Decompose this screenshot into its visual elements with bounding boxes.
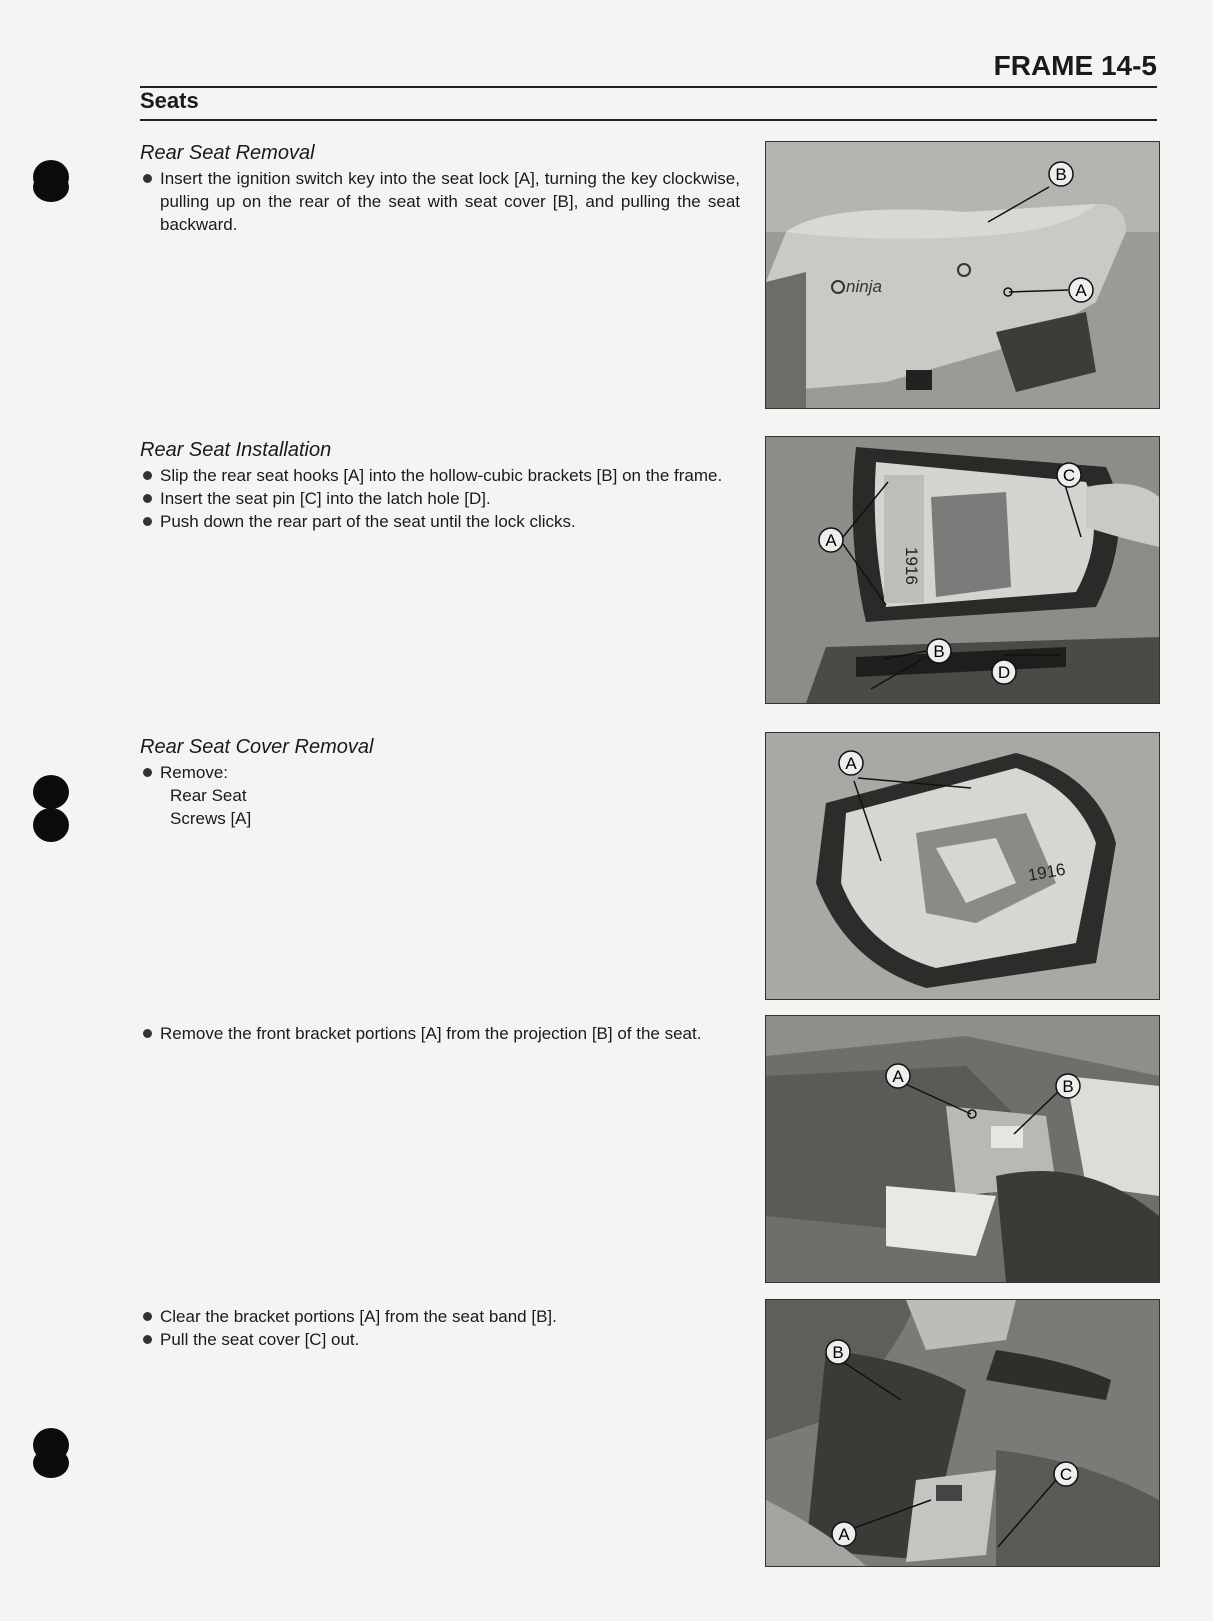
svg-text:D: D <box>997 663 1011 682</box>
frame-stamp: 1916 <box>902 547 921 585</box>
svg-text:A: A <box>1075 281 1087 300</box>
bullet-item: Push down the rear part of the seat until the lock clicks. <box>140 510 740 533</box>
callout-a <box>886 1064 910 1088</box>
ninja-logo: ninja <box>846 277 882 296</box>
figure-rear-seat-installation <box>765 436 1160 704</box>
bullet-list <box>140 464 740 533</box>
sub-item: Rear Seat <box>170 786 247 805</box>
subhead: Rear Seat Removal <box>140 142 315 164</box>
frame-stamp: 1916 <box>1026 859 1067 885</box>
subhead: Rear Seat Cover Removal <box>140 736 374 758</box>
page-title: FRAME 14-5 <box>993 50 1157 81</box>
bullet-item: Insert the seat pin [C] into the latch hole [D]. <box>140 487 740 510</box>
callout-a <box>839 751 863 775</box>
binder-hole <box>33 808 69 842</box>
bullet-item: Remove the front bracket portions [A] from the projection [B] of the seat. <box>140 1022 740 1045</box>
svg-text:B: B <box>832 1343 844 1362</box>
svg-text:B: B <box>1055 165 1067 184</box>
svg-text:C: C <box>1059 1465 1073 1484</box>
svg-text:A: A <box>892 1067 904 1086</box>
svg-text:A: A <box>838 1525 850 1544</box>
section-bracket-removal <box>140 1022 740 1045</box>
figure-front-bracket-projection <box>765 1015 1160 1283</box>
header-rule <box>140 86 1157 88</box>
sub-item: Screws [A] <box>170 809 252 828</box>
callout-a <box>832 1522 856 1546</box>
section-rule <box>140 119 1157 121</box>
callout-a <box>819 528 843 552</box>
bullet-list <box>140 761 740 784</box>
figure-seat-band-cover <box>765 1299 1160 1567</box>
svg-text:A: A <box>825 531 837 550</box>
bullet-item: Pull the seat cover [C] out. <box>140 1328 740 1351</box>
callout-b <box>1056 1074 1080 1098</box>
svg-text:B: B <box>1062 1077 1074 1096</box>
callout-a <box>1069 278 1093 302</box>
section-rear-seat-installation <box>140 439 740 533</box>
callout-c <box>1054 1462 1078 1486</box>
callout-b <box>1049 162 1073 186</box>
figure-rear-seat-lock <box>765 141 1160 409</box>
callout-b <box>927 639 951 663</box>
binder-hole <box>33 775 69 809</box>
callout-d <box>992 660 1016 684</box>
callout-b <box>826 1340 850 1364</box>
binder-hole <box>33 1448 69 1478</box>
bullet-item: Clear the bracket portions [A] from the seat band [B]. <box>140 1305 740 1328</box>
bullet-list <box>140 1022 740 1045</box>
bullet-item: Slip the rear seat hooks [A] into the hollow-cubic brackets [B] on the frame. <box>140 464 740 487</box>
binder-hole <box>33 172 69 202</box>
section-seat-cover-out <box>140 1305 740 1351</box>
svg-text:B: B <box>933 642 945 661</box>
bullet-list <box>140 167 740 236</box>
bullet-item: Insert the ignition switch key into the seat lock [A], turning the key clockwise, pulling up on the rear of the seat with seat cover [B], and pulling the seat backward. <box>140 167 740 236</box>
callout-c <box>1057 463 1081 487</box>
subhead: Rear Seat Installation <box>140 439 332 461</box>
bullet-list <box>140 1305 740 1351</box>
bullet-item: Remove: <box>140 761 740 784</box>
section-title: Seats <box>140 88 199 113</box>
svg-text:C: C <box>1062 466 1076 485</box>
svg-text:A: A <box>845 754 857 773</box>
section-rear-seat-cover-removal <box>140 736 740 830</box>
section-rear-seat-removal <box>140 142 740 236</box>
figure-rear-seat-cover-screws <box>765 732 1160 1000</box>
